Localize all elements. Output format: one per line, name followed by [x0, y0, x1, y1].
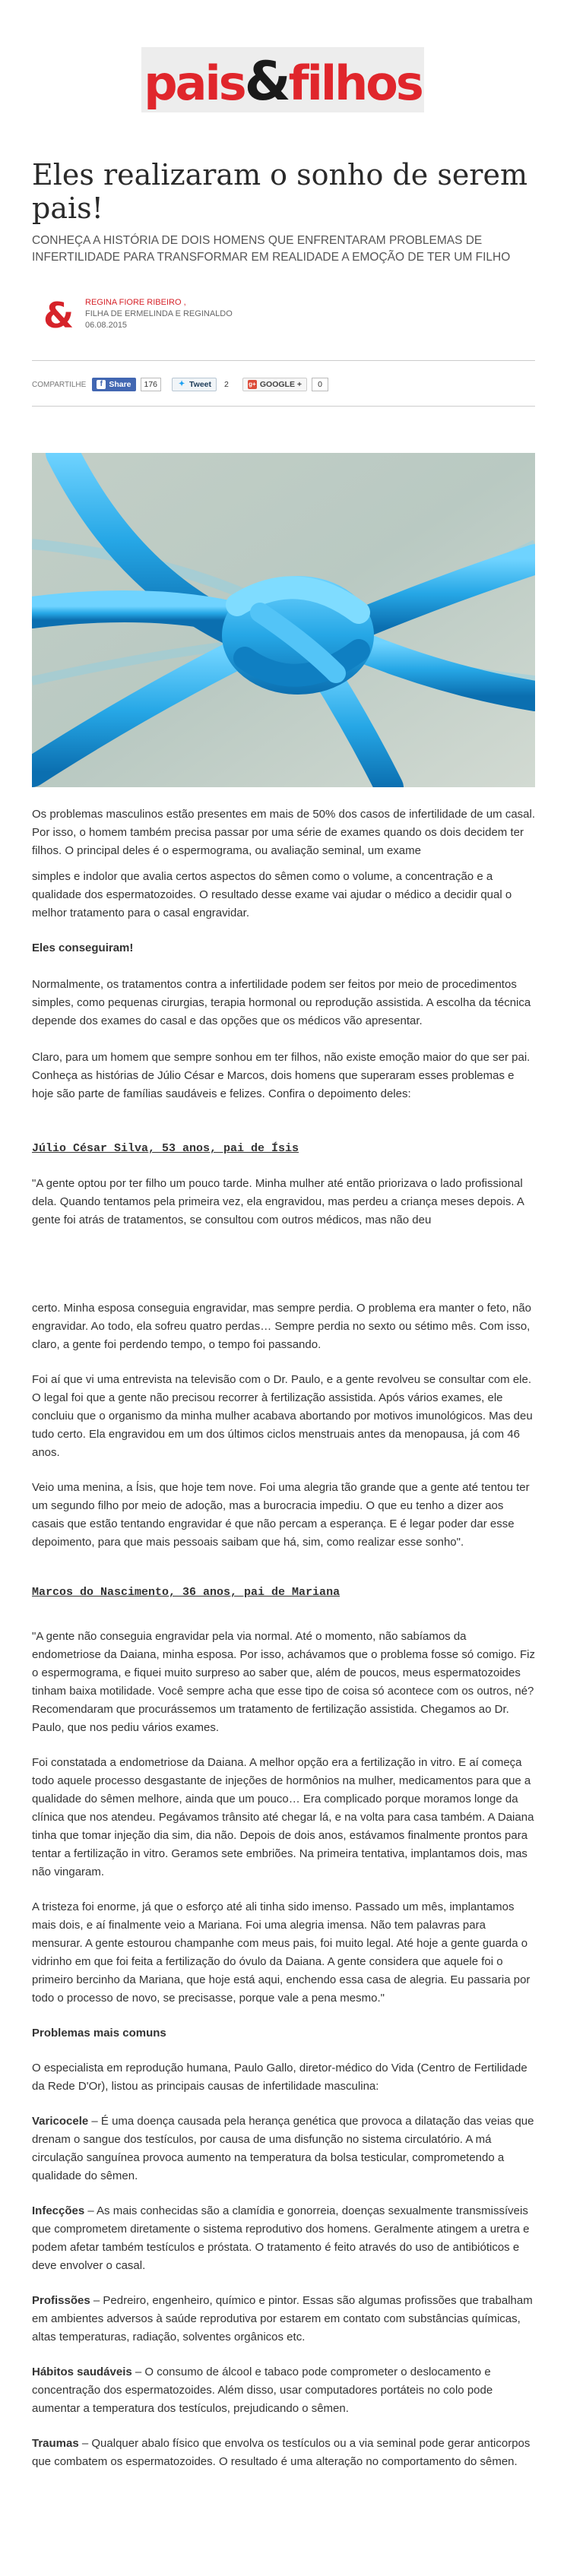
term-traumas: Traumas [32, 2437, 79, 2450]
term-varicocele: Varicocele [32, 2115, 89, 2128]
author-description: FILHA DE ERMELINDA E REGINALDO [85, 309, 233, 318]
term-infeccoes: Infecções [32, 2204, 85, 2217]
google-plus-count: 0 [312, 378, 328, 391]
site-logo[interactable] [141, 47, 424, 112]
twitter-tweet-count: 2 [221, 378, 232, 391]
rope-knot-illustration [32, 453, 535, 787]
item-profissoes [32, 2292, 535, 2347]
paragraph-tratamentos: Normalmente, os tratamentos contra a infertilidade podem ser feitos por meio de procedimentos simples, como pequenas cirurgias, terapia hormonal ou reprodução assistida. A escolha da técnica depende dos exames do casal e das opções que os médicos vão apresentar. [32, 978, 531, 1027]
article-subtitle: CONHEÇA A HISTÓRIA DE DOIS HOMENS QUE ENFRENTARAM PROBLEMAS DE INFERTILIDADE PARA TRANSFORMAR EM REALIDADE A EMOÇÃO DE TER UM FILHO [32, 234, 511, 264]
facebook-share-label: Share [109, 380, 131, 389]
article-body-part1 [32, 805, 535, 860]
item-habitos [32, 2363, 535, 2418]
julio-section [32, 1140, 535, 1229]
heading-marcos: Marcos do Nascimento, 36 anos, pai de Mariana [32, 1586, 341, 1599]
ampersand-icon: & [43, 295, 74, 336]
text-varicocele: – É uma doença causada pela herança genética que provoca a dilatação das veias que drenam o sangue dos testículos, por causa de uma disfunção no sistema circulatório. A má circulação sanguínea provoca aumento na temperatura da bolsa testicular, comprometendo a qualidade do sêmen. [32, 2115, 534, 2182]
paragraph-marcos-3: A tristeza foi enorme, já que o esforço até ali tinha sido imenso. Passado um mês, implantamos mais dois, e aí finalmente veio a Mariana. Foi uma alegria imensa. Não tem palavras para mensurar. A gente estourou champanhe com meus pais, foi muito legal. Até hoje a gente guarda o vidrinho em que foi feita a fertilização do óvulo da Daiana. A gente considera que aquele foi o primeiro bercinho da Mariana, que hoje está aqui, enchendo essa casa de alegria. Eu passaria por todo o processo de novo, se precisasse, porque vale a pena mesmo." [32, 1900, 531, 2005]
term-habitos: Hábitos saudáveis [32, 2366, 132, 2378]
author-name[interactable]: REGINA FIORE RIBEIRO , [85, 298, 186, 307]
text-habitos: – O consumo de álcool e tabaco pode comprometer o deslocamento e concentração dos espermatozoides. Além disso, usar computadores portáteis no colo pode aumentar a temperatura dos testículos, prejudicando o sêmen. [32, 2366, 493, 2415]
author-block [32, 295, 535, 340]
term-profissoes: Profissões [32, 2294, 90, 2307]
paragraph-marcos-1: "A gente não conseguia engravidar pela via normal. Até o momento, não sabíamos da endometriose da Daiana, minha esposa. Por isso, achávamos que o problema fosse só comigo. Fiz o espermograma, e fiquei muito surpreso ao saber que, além de poucos, meus espermatozoides tinham baixa motilidade. Você sempre acha que esse tipo de coisa só acontece com os outros, né? Recomendaram que procurássemos um tratamento de fertilização assistida. Chegamos ao Dr. Paulo, que nos pediu vários exames. [32, 1630, 536, 1734]
text-profissoes: – Pedreiro, engenheiro, químico e pintor. Essas são algumas profissões que trabalham em ambientes adversos à saúde reprodutiva por estarem em contato com substâncias químicas, altas temperaturas, radiação, solventes orgânicos etc. [32, 2294, 533, 2343]
item-infeccoes [32, 2202, 535, 2275]
text-traumas: – Qualquer abalo físico que envolva os testículos ou a via seminal pode gerar anticorpos que combatem os espermatozoides. O resultado é uma alteração no comportamento do sêmen. [32, 2437, 531, 2468]
logo-pais: pais [144, 55, 245, 111]
site-header [0, 0, 567, 122]
facebook-share-count: 176 [141, 378, 162, 391]
article-date: 06.08.2015 [85, 321, 128, 330]
paragraph-intro-continued: simples e indolor que avalia certos aspectos do sêmen como o volume, a concentração e a qualidade dos espermatozoides. O resultado desse exame vai ajudar o médico a decidir qual o melhor tratamento para o casal engravidar. [32, 870, 512, 919]
divider-top [32, 360, 535, 361]
item-traumas [32, 2435, 535, 2471]
paragraph-julio-3: Veio uma menina, a Ísis, que hoje tem nove. Foi uma alegria tão grande que a gente até tentou ter um segundo filho por meio de adoção, mas a burocracia impediu. O que eu tenho a dizer aos casais que estão tentando engravidar é que não percam a esperança. E é legar poder dar esse depoimento, para que mais pessoais saibam que há, sim, como realizar esse sonho". [32, 1481, 530, 1549]
google-plus-icon: g+ [249, 381, 256, 388]
heading-problemas: Problemas mais comuns [32, 2027, 166, 2040]
twitter-icon: ✦ [178, 380, 185, 388]
paragraph-historias: Claro, para um homem que sempre sonhou em ter filhos, não existe emoção maior do que ser pai. Conheça as histórias de Júlio César e Marcos, dois homens que superaram esses problemas e hoje são parte de famílias saudáveis e felizes. Confira o depoimento deles: [32, 1051, 531, 1100]
paragraph-marcos-2: Foi constatada a endometriose da Daiana. A melhor opção era a fertilização in vitro. E aí começa todo aquele processo desgastante de injeções de hormônios na mulher, medicamentos para que a qualidade do sêmen melhore, ainda que um pouco… Era complicado porque moramos longe da clínica que nos atendeu. Pegávamos trânsito até chegar lá, e na volta para casa também. A Daiana tinha que tomar injeção dia sim, dia não. Depois de dois anos, estávamos finalmente prontos para tentar a fertilização in vitro. Geramos sete embriões. Na primeira tentativa, implantamos dois, mas não vingaram. [32, 1756, 534, 1878]
facebook-icon: f [97, 380, 106, 389]
julio-section-cont [32, 1299, 535, 1552]
divider-bottom [32, 406, 535, 407]
facebook-share-button[interactable] [92, 378, 135, 391]
paragraph-julio-1: "A gente optou por ter filho um pouco tarde. Minha mulher até então priorizava o lado profissional dela. Quando tentamos pela primeira vez, ela engravidou, mas perdeu a criança meses depois. A gente foi atrás de tratamentos, se consultou com outros médicos, mas não deu [32, 1177, 524, 1226]
heading-julio: Júlio César Silva, 53 anos, pai de Ísis [32, 1142, 299, 1155]
text-infeccoes: – As mais conhecidas são a clamídia e gonorreia, doenças sexualmente transmissíveis que comprometem diretamente o sistema reprodutivo dos homens. Geralmente atingem a uretra e podem afetar também testículos e próstata. O tratamento é feito através do uso de antibióticos e deve envolver o casal. [32, 2204, 530, 2272]
heading-eles-conseguiram: Eles conseguiram! [32, 941, 134, 954]
google-plus-label: GOOGLE + [259, 380, 302, 389]
paragraph-julio-1-continued: certo. Minha esposa conseguia engravidar, mas sempre perdia. O problema era manter o feto, não engravidar. Ao todo, ela sofreu quatro perdas… Sempre perdia no sexto ou sétimo mês. Com isso, claro, a gente foi perdendo tempo, o tempo foi passando. [32, 1302, 532, 1351]
article-body-part1b [32, 868, 535, 922]
logo-filhos: filhos [288, 55, 422, 111]
marcos-section [32, 1584, 535, 2471]
share-label: COMPARTILHE [32, 380, 87, 389]
twitter-tweet-button[interactable] [172, 378, 217, 391]
share-bar [32, 374, 535, 395]
logo-ampersand: & [244, 50, 289, 112]
hero-image-rope-knot [32, 453, 535, 787]
paragraph-especialista: O especialista em reprodução humana, Paulo Gallo, diretor-médico do Vida (Centro de Fertilidade da Rede D'Or), listou as principais causas de infertilidade masculina: [32, 2062, 527, 2093]
item-varicocele [32, 2112, 535, 2185]
article-body-part2 [32, 939, 535, 1103]
google-plus-button[interactable] [242, 378, 307, 391]
paragraph-julio-2: Foi aí que vi uma entrevista na televisão com o Dr. Paulo, e a gente revolveu se consultar com ele. O legal foi que a gente não precisou recorrer à fertilização assistida. Após vários exames, ele concluiu que o organismo da minha mulher acabava abortando por motivos imunológicos. Mas deu tudo certo. Ela engravidou em um dos últimos ciclos menstruais antes da menopausa, já com 46 anos. [32, 1373, 533, 1459]
article-title: Eles realizaram o sonho de serem pais! [32, 158, 527, 225]
paragraph-intro: Os problemas masculinos estão presentes em mais de 50% dos casos de infertilidade de um casal. Por isso, o homem também precisa passar por uma série de exames quando os dois decidem ter filhos. O principal deles é o espermograma, ou avaliação seminal, um exame [32, 808, 535, 857]
twitter-tweet-label: Tweet [189, 380, 212, 389]
